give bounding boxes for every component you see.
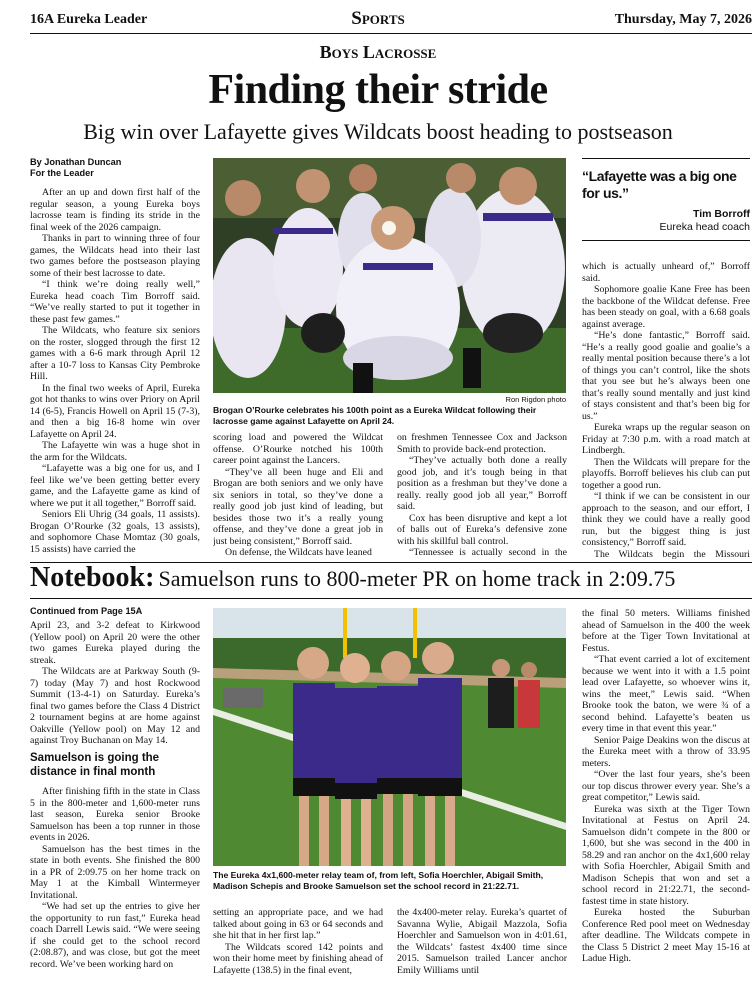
paragraph: the final 50 meters. Williams finished ahead of Samuelson in the 400 the week before at the Tiger Town Invitational at Festus. — [582, 608, 750, 654]
paragraph: The Wildcats scored 142 points and won their home meet by finishing ahead of Lafayette (138.5) in the final event, — [213, 941, 383, 976]
paragraph: Samuelson has the best times in the state in both events. She finished the 800 in a PR of 2:09.75 on her home track on May 1 at the Kimball Wintermeyer Invitational. — [30, 843, 200, 901]
photo-credit: Ron Rigdon photo — [505, 395, 566, 404]
continued-line: Continued from Page 15A — [30, 606, 143, 616]
notebook-banner — [30, 562, 752, 594]
issue-date: Thursday, May 7, 2026 — [614, 12, 752, 27]
paragraph: On defense, the Wildcats have leaned — [225, 547, 372, 558]
notebook-rule-bottom — [30, 598, 752, 599]
paragraph: The Lafayette win was a huge shot in the arm for the Wildcats. — [30, 440, 200, 463]
paragraph: Senior Paige Deakins won the discus at the Eureka meet with a throw of 33.95 meters. — [582, 734, 750, 769]
story-column-2 — [213, 432, 383, 559]
notebook-subhead: Samuelson is going the distance in final month — [30, 752, 160, 778]
relay-team-photo — [213, 608, 566, 866]
paragraph: Seniors Eli Uhrig (34 goals, 11 assists). Brogan O’Rourke (32 goals, 13 assists), and sophomore Chase Momtaz (30 goals, 15 assists) have carried the — [30, 509, 200, 555]
paragraph: April 23, and 3-2 defeat to Kirkwood (Yellow pool) on April 20 were the other two games Eureka played during the streak. — [30, 620, 200, 666]
page-and-paper: 16A Eureka Leader — [30, 12, 148, 27]
pull-quote-rule-top — [582, 158, 750, 159]
paragraph: “Tennessee is actually second in the — [409, 547, 567, 558]
pull-quote-name: Tim Borroff — [693, 208, 750, 220]
notebook-title: Samuelson runs to 800-meter PR on home track in 2:09.75 — [158, 566, 676, 591]
paragraph: Eureka wraps up the regular season on Friday at 7:30 p.m. with a road match at Lindbergh. — [582, 422, 750, 456]
paragraph: “I think we’re doing really well,” Eureka head coach Tim Borroff said. “We’ve really started to put it together in these past few games.” — [30, 279, 200, 325]
paragraph: “They’ve all been huge and Eli and Brogan are both seniors and we only have six seniors in total, so they’ve done a really good job just kind of leading, but besides those two it’s a really young offense, and they’ve done a great job in just being consistent,” Borroff said. — [213, 466, 383, 547]
story-kicker: Boys Lacrosse — [319, 42, 437, 62]
notebook-label: Notebook: — [30, 562, 155, 593]
paragraph: Thanks in part to winning three of four games, the Wildcats head into their last two games before the postseason playing some of their best lacrosse to date. — [30, 233, 200, 279]
pull-quote-title: Eureka head coach — [659, 221, 750, 233]
paragraph: which is actually unheard of,” Borroff said. — [582, 261, 750, 284]
story-deck: Big win over Lafayette gives Wildcats boost heading to postseason — [83, 119, 673, 144]
paragraph: “Over the last four years, she’s been our top discus thrower every year. She’s a great competitor,” Lewis said. — [582, 769, 750, 803]
relay-photo-caption: The Eureka 4x1,600-meter relay team of, from left, Sofia Hoerchler, Abigail Smith, Madison Schepis and Brooke Samuelson set the school record in 21:22.71. — [213, 870, 544, 891]
paragraph: The Wildcats, who feature six seniors on the roster, slogged through the first 12 games with a 6-6 mark through April 12 after a 10-7 loss to Kansas City Pembroke Hill. — [30, 325, 200, 382]
pull-quote-rule-bottom — [582, 240, 750, 241]
notebook-column-4 — [582, 608, 750, 982]
story-column-1 — [30, 187, 200, 559]
story-column-4 — [582, 261, 750, 559]
paragraph: on freshmen Tennessee Cox and Jackson Smith to provide back-end protection. — [397, 432, 567, 455]
paragraph: In the final two weeks of April, Eureka got hot thanks to wins over Priory on April 14 (6-5), Francis Howell on April 15 (7-3), and then a big 16-8 home win over Lafayette on April 24. — [30, 382, 200, 440]
paragraph: Cox has been disruptive and kept a lot of balls out of Eureka’s defensive zone with his skillful ball control. — [397, 512, 567, 547]
paragraph: “They’ve actually both done a really good job, and it’s tough being in that position as a freshman but they’ve done a really. really good job all year,” Borroff said. — [397, 455, 567, 512]
paragraph: Eureka was sixth at the Tiger Town Invitational at Festus on April 24. Samuelson didn’t compete in the 800 or 1,600, but she was second in the 400 in 58.29 and ran anchor on the 4x1,600 relay with Sofia Hoerchler, Abigail Smith and Madison Schepis that won and set a school record in 21:22.71, the second-fastest time in state history. — [582, 803, 750, 907]
paragraph: “He’s done fantastic,” Borroff said. “He’s a really good goalie and goalie’s a really mental position because there’s a lot of things you can’t control, like the shots that you see but he’s always been one that’s really sound mentally and just kind of stays consistent and that’s been big for us.” — [582, 330, 750, 422]
masthead-rule — [30, 33, 752, 34]
notebook-column-3 — [397, 907, 567, 982]
byline — [30, 157, 200, 179]
paragraph: scoring load and powered the Wildcat offense. O’Rourke notched his 100th career point against the Lancers. — [213, 432, 383, 466]
paragraph: “We had set up the entries to give her the opportunity to run fast,” Eureka head coach Darrell Lewis said. “We were seeing if she could get to the school record (2:08.87), and was close, but got the meet record. We’ve been working hard on — [30, 901, 200, 970]
lacrosse-photo-illustration — [213, 158, 566, 393]
paragraph: Then the Wildcats will prepare for the playoffs. Borroff believes his club can put together a good run. — [582, 456, 750, 491]
paragraph: “Lafayette was a big one for us, and I feel like we’ve been getting better every game, and the Lafayette game as kind of where we put it all together,” Borroff said. — [30, 463, 200, 509]
paragraph: After finishing fifth in the state in Class 5 in the 800-meter and 1,600-meter runs last season, Eureka senior Brooke Samuelson has been a top runner in those events in 2026. — [30, 786, 200, 843]
paragraph: Sophomore goalie Kane Free has been the backbone of the Wildcat defense. Free has been steady on goal, with a 6.68 goals against average. — [582, 284, 750, 330]
story-column-3 — [397, 432, 567, 559]
pull-quote: “Lafayette was a big one for us.” — [582, 168, 737, 201]
section-label: Sports — [351, 8, 405, 29]
notebook-column-1-bottom — [30, 786, 200, 981]
paragraph: setting an appropriate pace, and we had talked about going in 63 or 64 seconds and she hit that in her first lap.” — [213, 907, 383, 941]
byline-org: For the Leader — [30, 168, 94, 178]
paragraph: The Wildcats are at Parkway South (9-7) today (May 7) and host Rockwood Summit (13-4-1) on Saturday. Eureka’s final two games before the Class 4 District 2 tournament begins at are home against Oakville (Yellow pool) on May 12 and against Troy Buchanan on May 14. — [30, 666, 200, 746]
notebook-column-1-top — [30, 620, 200, 748]
paragraph: The Wildcats begin the Missouri — [594, 548, 750, 559]
lacrosse-celebration-photo — [213, 158, 566, 393]
paragraph: “I think if we can be consistent in our approach to the season, and our effort, I think they we could have a really good run, but the biggest thing is just consistency,” Borroff said. — [582, 491, 750, 548]
notebook-column-2 — [213, 907, 383, 982]
byline-name: By Jonathan Duncan — [30, 157, 122, 167]
paragraph: Eureka hosted the Suburban Conference Red pool meet on Wednesday after deadline. The Wildcats compete in the Class 5 District 2 meet May 15-16 at Ladue High. — [582, 907, 750, 964]
paragraph: “That event carried a lot of excitement because we went into it with a 1.5 point lead over Lafayette, so whoever wins it, wins the meet,” Lewis said. “When Brooke took the baton, we were ¾ of a second behind. Lafayette’s beaten us every time in that event this year.” — [582, 654, 750, 734]
story-headline: Finding their stride — [208, 67, 548, 113]
photo-caption: Brogan O’Rourke celebrates his 100th point as a Eureka Wildcat following their lacrosse game against Lafayette on April 24. — [213, 405, 537, 426]
paragraph: the 4x400-meter relay. Eureka’s quartet of Savanna Wylie, Abigail Mazzola, Sofia Hoerchler and Samuelson won in 4:01.61, the Wildcats’ fastest 4x400 time since 2015. Samuelson trailed Lancer anchor Emily Williams until — [397, 907, 567, 976]
relay-photo-illustration — [213, 608, 566, 866]
paragraph: After an up and down first half of the regular season, a young Eureka boys lacrosse team is finding its stride in the final week of the 2026 campaign. — [30, 187, 200, 233]
